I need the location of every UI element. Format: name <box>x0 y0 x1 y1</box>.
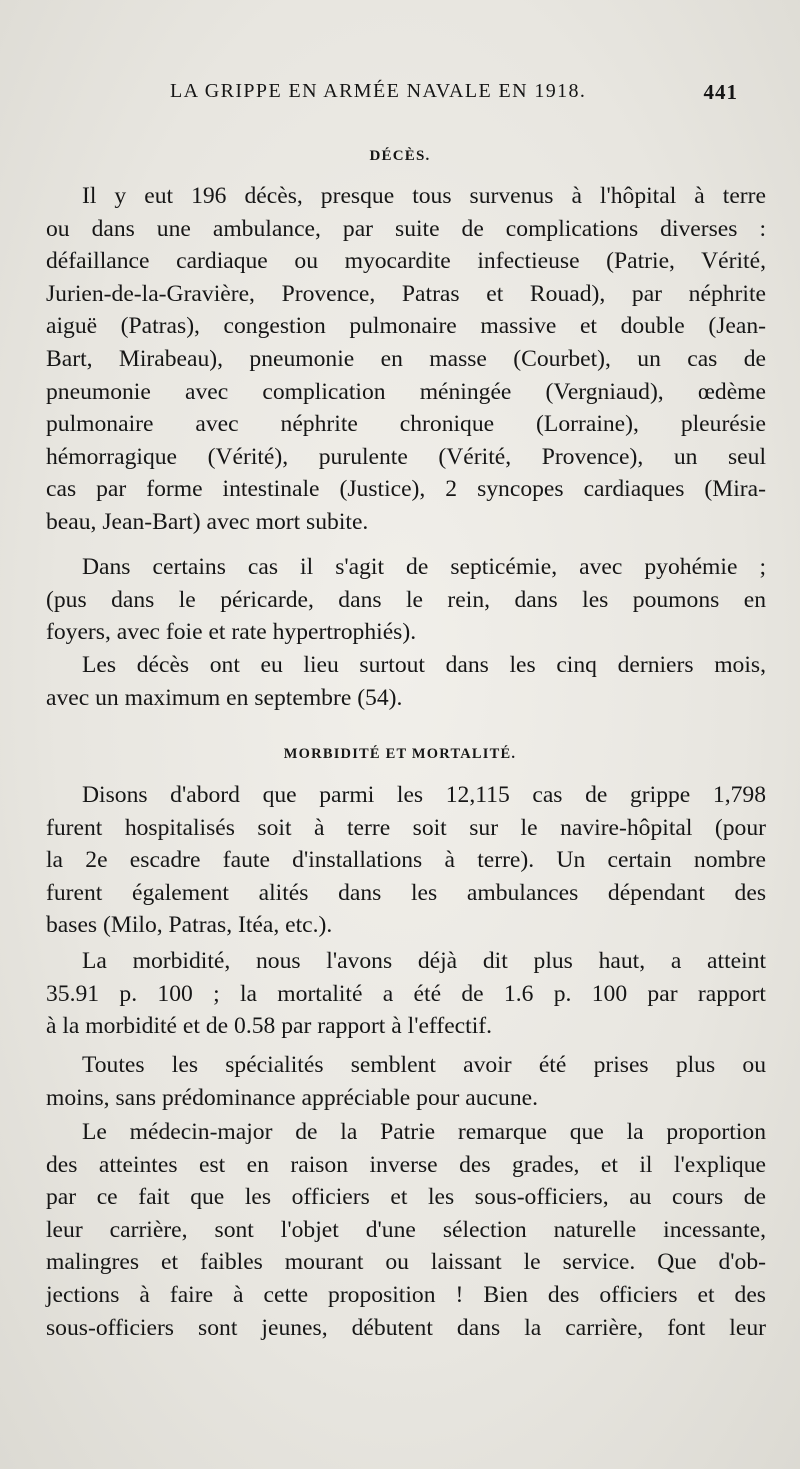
paragraph-specialites <box>46 1049 766 1114</box>
text-line: avec un maximum en septembre (54). <box>46 684 403 711</box>
paragraph-hospitalisation <box>46 779 766 942</box>
text-line: pneumonie avec complication méningée (Vergniaud), œdème <box>46 378 766 405</box>
paragraph-morbidite-taux <box>46 945 766 1043</box>
page-number: 441 <box>703 80 738 104</box>
text-line: Dans certains cas il s'agit de septicémie, avec pyohémie ; <box>82 554 766 580</box>
running-title: LA GRIPPE EN ARMÉE NAVALE EN 1918. <box>170 80 587 102</box>
text-line: cas par forme intestinale (Justice), 2 syncopes cardiaques (Mira- <box>46 476 766 503</box>
text-line: furent hospitalisés soit à terre soit sur le navire-hôpital (pour <box>46 814 766 841</box>
text-line: Jurien-de-la-Gravière, Provence, Patras et Rouad), par néphrite <box>46 280 766 307</box>
text-line: Bart, Mirabeau), pneumonie en masse (Courbet), un cas de <box>46 345 766 372</box>
text-line: sous-officiers sont jeunes, débutent dans la carrière, font leur <box>46 1314 766 1341</box>
text-line: leur carrière, sont l'objet d'une sélection naturelle incessante, <box>46 1216 766 1243</box>
text-line: (pus dans le péricarde, dans le rein, dans les poumons en <box>46 586 766 613</box>
text-line: Les décès ont eu lieu surtout dans les cinq derniers mois, <box>82 652 766 678</box>
paragraph-septicemie <box>46 551 766 649</box>
text-line: hémorragique (Vérité), purulente (Vérité, Provence), un seul <box>46 443 766 470</box>
text-line: La morbidité, nous l'avons déjà dit plus haut, a atteint <box>82 948 766 974</box>
text-line: à la morbidité et de 0.58 par rapport à l'effectif. <box>46 1013 493 1040</box>
text-line: beau, Jean-Bart) avec mort subite. <box>46 508 369 535</box>
text-line: la 2e escadre faute d'installations à terre). Un certain nombre <box>46 847 766 874</box>
text-line: furent également alités dans les ambulances dépendant des <box>46 879 766 906</box>
text-line: malingres et faibles mourant ou laissant le service. Que d'ob- <box>46 1249 766 1276</box>
text-line: ou dans une ambulance, par suite de complications diverses : <box>46 215 766 242</box>
text-line: pulmonaire avec néphrite chronique (Lorraine), pleurésie <box>46 411 766 438</box>
text-line: moins, sans prédominance appréciable pour aucune. <box>46 1084 539 1111</box>
text-line: Disons d'abord que parmi les 12,115 cas de grippe 1,798 <box>82 782 766 808</box>
text-line: Le médecin-major de la Patrie remarque que la proportion <box>82 1119 766 1145</box>
paragraph-deces-mois <box>46 649 766 714</box>
text-line: foyers, avec foie et rate hypertrophiés). <box>46 619 417 646</box>
text-line: par ce fait que les officiers et les sous-officiers, au cours de <box>46 1184 766 1211</box>
paragraph-medecin-major <box>46 1116 766 1344</box>
text-line: Toutes les spécialités semblent avoir été prises plus ou <box>82 1052 766 1078</box>
section-heading-morbidite: MORBIDITÉ ET MORTALITÉ. <box>283 746 517 762</box>
text-line: défaillance cardiaque ou myocardite infectieuse (Patrie, Vérité, <box>46 248 766 275</box>
text-line: jections à faire à cette proposition ! Bien des officiers et des <box>46 1281 766 1308</box>
text-line: aiguë (Patras), congestion pulmonaire massive et double (Jean- <box>46 313 766 340</box>
text-line: Il y eut 196 décès, presque tous survenus à l'hôpital à terre <box>82 183 766 209</box>
paragraph-deces-causes <box>46 180 766 539</box>
running-header <box>48 80 752 110</box>
text-line: bases (Milo, Patras, Itéa, etc.). <box>46 912 333 939</box>
text-line: 35.91 p. 100 ; la mortalité a été de 1.6 p. 100 par rapport <box>46 980 766 1007</box>
text-line: des atteintes est en raison inverse des grades, et il l'explique <box>46 1151 766 1178</box>
section-heading-deces: DÉCÈS. <box>369 148 431 164</box>
